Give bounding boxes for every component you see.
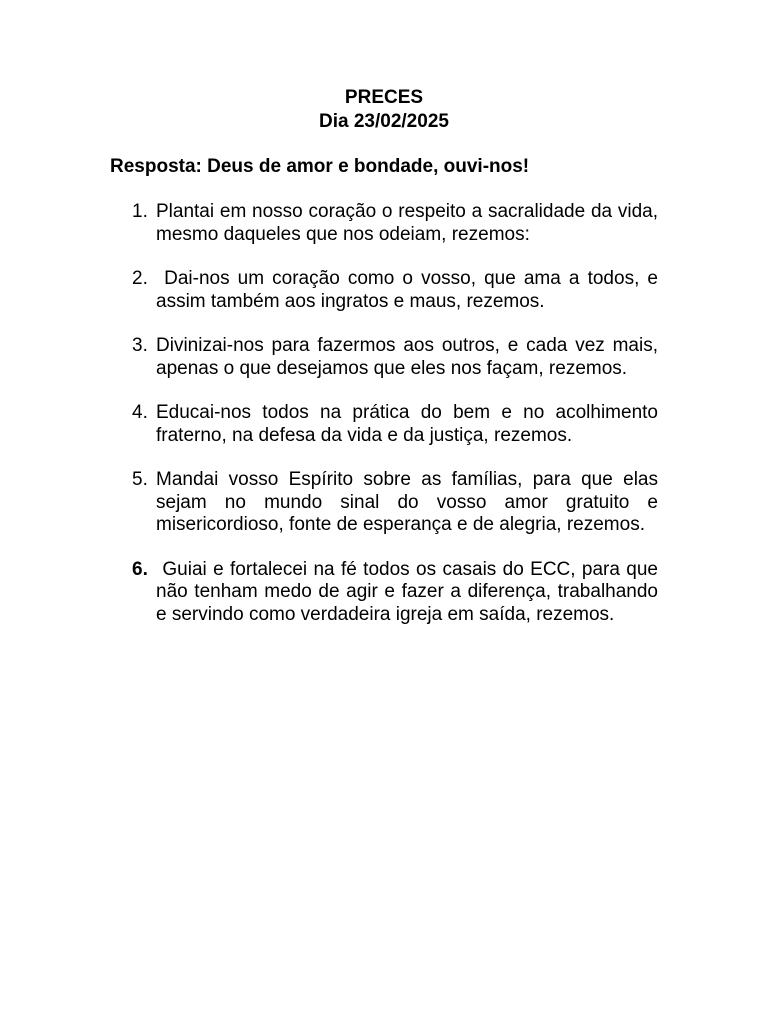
page-title: PRECES [344,87,424,108]
prayer-item-1 [0,201,768,246]
prayer-item-5 [0,469,768,537]
prayer-number: 5. [132,469,148,490]
prayer-item-6 [0,559,768,627]
prayer-list [0,201,768,648]
prayer-number: 4. [132,402,148,423]
prayer-number: 3. [132,335,148,356]
prayer-number: 1. [132,201,148,222]
prayer-number: 2. [132,268,148,289]
prayer-text: Dai-nos um coração como o vosso, que ama a todos, e assim também aos ingratos e maus, rezemos. [156,268,664,312]
prayer-text: Plantai em nosso coração o respeito a sacralidade da vida, mesmo daqueles que nos odeiam, rezemos: [156,201,658,245]
prayer-item-2 [0,268,768,313]
prayer-item-4 [0,402,768,447]
prayer-text: Guiai e fortalecei na fé todos os casais do ECC, para que não tenham medo de agir e fazer a diferença, trabalhando e servindo como verdadeira igreja em saída, rezemos. [156,558,664,625]
prayer-text: Mandai vosso Espírito sobre as famílias, para que elas sejam no mundo sinal do vosso amor gratuito e misericordioso, fonte de esperança e de alegria, rezemos. [156,469,658,535]
response-line: Resposta: Deus de amor e bondade, ouvi-nos! [110,156,530,177]
prayer-number: 6. [132,558,148,580]
prayer-item-3 [0,335,768,380]
prayer-text: Divinizai-nos para fazermos aos outros, e cada vez mais, apenas o que desejamos que eles nos façam, rezemos. [156,335,658,379]
prayer-text: Educai-nos todos na prática do bem e no acolhimento fraterno, na defesa da vida e da justiça, rezemos. [156,402,658,446]
page-date: Dia 23/02/2025 [319,111,449,132]
